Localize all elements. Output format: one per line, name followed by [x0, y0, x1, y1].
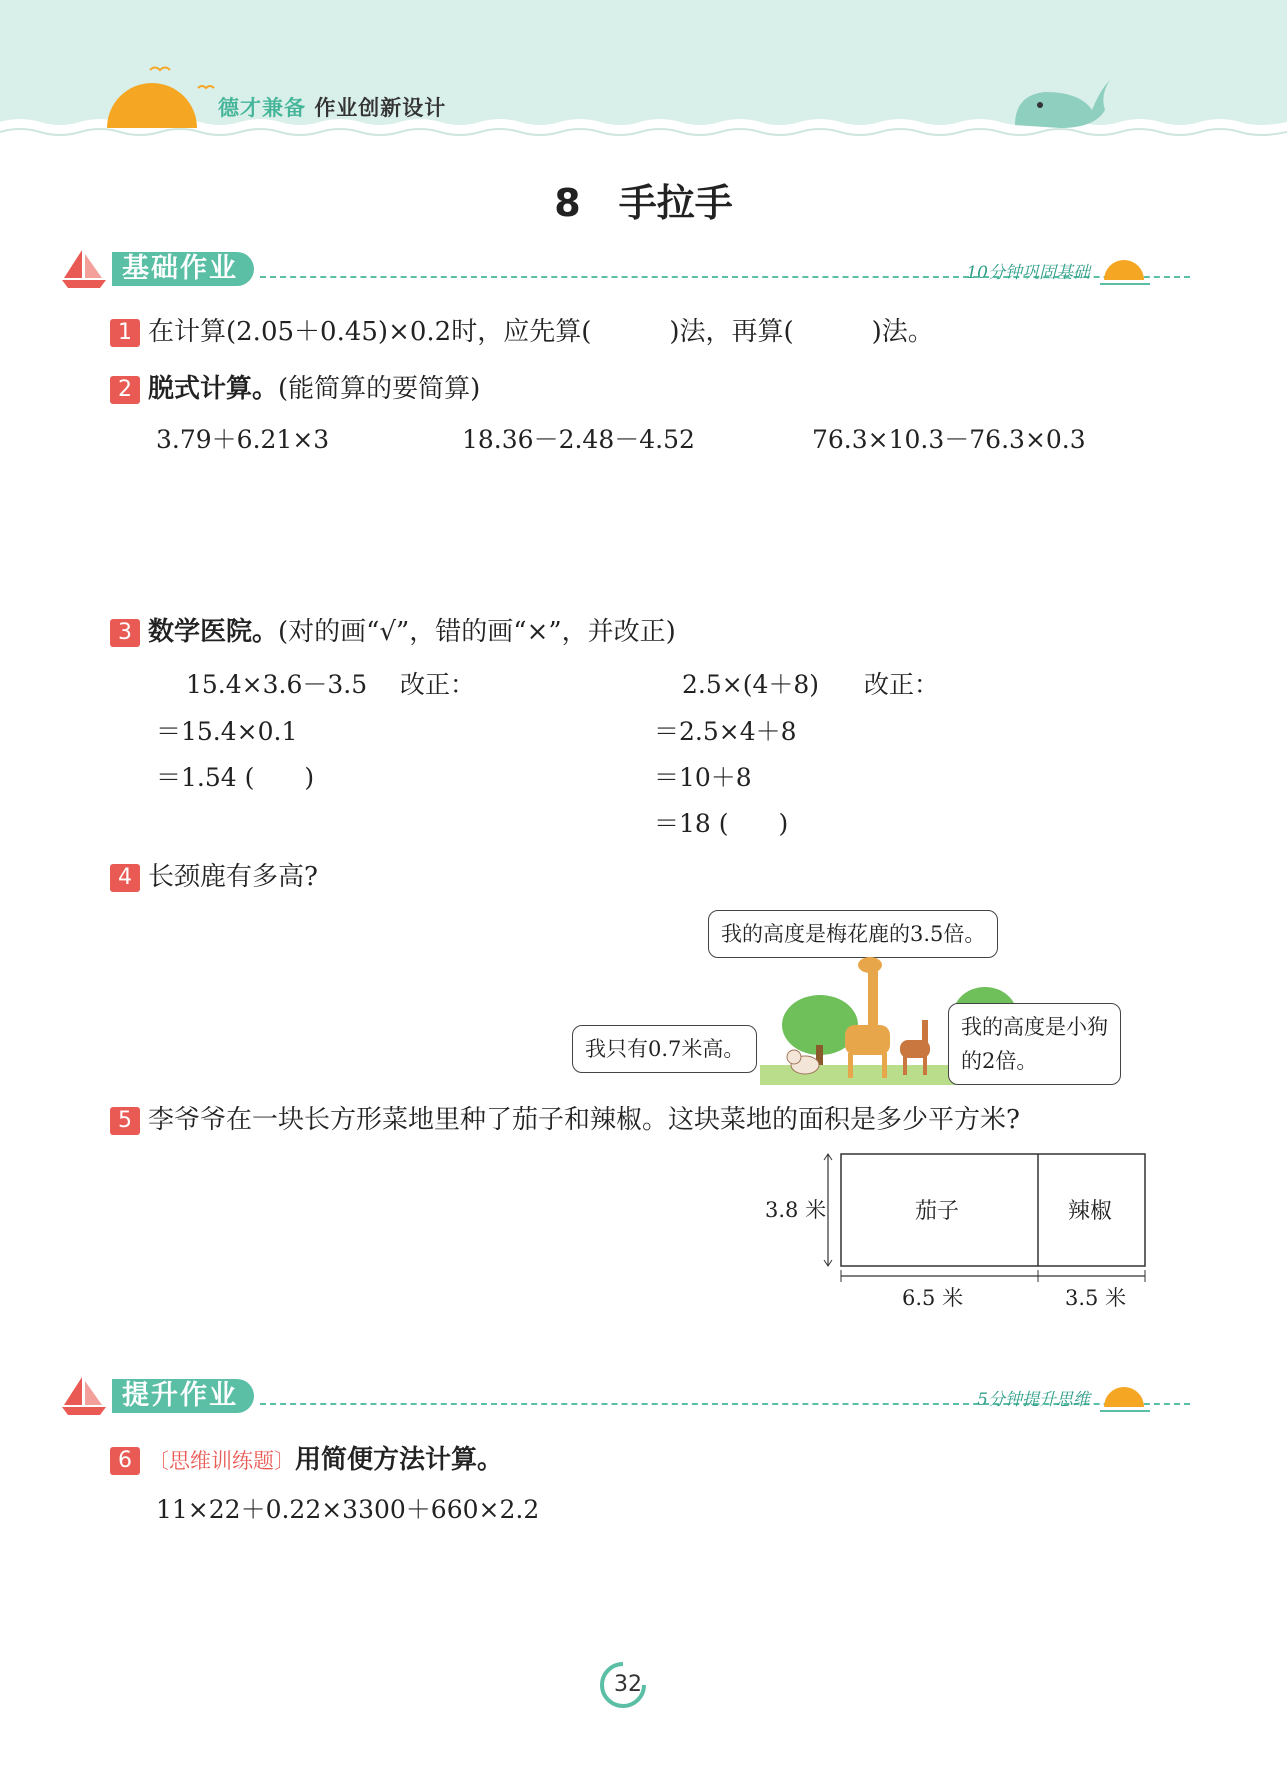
calc-line: ＝10＋8: [654, 763, 752, 792]
speech-bubble-giraffe: 我的高度是梅花鹿的3.5倍。: [708, 910, 998, 958]
expression: 18.36－2.48－4.52: [462, 425, 695, 454]
expression: 3.79＋6.21×3: [156, 425, 330, 454]
section-hint: 5分钟提升思维: [977, 1390, 1090, 1410]
question-note: (对的画“√”，错的画“×”，并改正): [278, 617, 676, 647]
question-1: [110, 315, 934, 349]
question-5: [110, 1103, 1020, 1137]
question-number: 4: [110, 864, 140, 892]
page-number: 32: [614, 1672, 642, 1697]
fix-label: 改正：: [864, 670, 940, 699]
question-text: 李爷爷在一块长方形菜地里种了茄子和辣椒。这块菜地的面积是多少平方米?: [148, 1105, 1020, 1135]
section-label: 提升作业: [112, 1379, 254, 1413]
page-title: 8 手拉手: [554, 181, 733, 225]
page-header: [0, 0, 1287, 150]
fix-label: 改正：: [400, 670, 476, 699]
calc-line: 15.4×3.6－3.5: [186, 670, 368, 699]
question-number: 5: [110, 1107, 140, 1135]
question-3: [110, 615, 676, 649]
eggplant-label: 茄子: [915, 1199, 960, 1224]
question-number: 2: [110, 376, 140, 404]
expression: 76.3×10.3－76.3×0.3: [812, 425, 1086, 454]
expression: 11×22＋0.22×3300＋660×2.2: [156, 1495, 540, 1524]
whale-icon: [1015, 80, 1110, 128]
sunset-icon: [1100, 1381, 1150, 1417]
question-2: [110, 372, 480, 406]
question-6: [110, 1443, 503, 1478]
sun-icon: [107, 83, 197, 128]
sailboat-icon: [60, 1375, 110, 1417]
sailboat-icon: [60, 248, 110, 290]
question-title: 用简便方法计算。: [295, 1445, 504, 1475]
section-banner-advanced: [60, 1377, 1150, 1417]
calc-line: 2.5×(4＋8): [682, 670, 820, 699]
question-title: 数学医院。: [148, 617, 279, 647]
calc-line: ＝15.4×0.1: [156, 717, 298, 746]
question-note: (能简算的要简算): [278, 374, 481, 404]
brand: 德才兼备 作业创新设计: [218, 96, 447, 120]
question-number: 6: [110, 1447, 140, 1475]
question-number: 3: [110, 619, 140, 647]
width-label-left: 6.5 米: [902, 1286, 964, 1310]
question-text: 在计算(2.05＋0.45)×0.2时，应先算( )法，再算( )法。: [148, 317, 934, 347]
bubble-line: 我的高度是小狗: [961, 1015, 1108, 1039]
speech-bubble-dog: 我只有0.7米高。: [572, 1025, 757, 1073]
header-decoration: [0, 0, 1287, 150]
section-banner-basic: [60, 250, 1150, 290]
height-label: 3.8 米: [765, 1198, 827, 1222]
question-number: 1: [110, 319, 140, 347]
speech-bubble-deer: [948, 1003, 1121, 1085]
bubble-line: 的2倍。: [961, 1049, 1038, 1073]
section-label: 基础作业: [112, 252, 254, 286]
question-title: 脱式计算。: [148, 374, 279, 404]
calc-line: ＝1.54 ( ): [156, 763, 315, 792]
width-label-right: 3.5 米: [1065, 1286, 1127, 1310]
calc-line: ＝18 ( ): [654, 809, 789, 838]
section-hint: 10分钟巩固基础: [966, 263, 1090, 283]
pepper-label: 辣椒: [1068, 1199, 1113, 1224]
question-tag: 〔思维训练题〕: [148, 1449, 295, 1473]
calc-line: ＝2.5×4＋8: [654, 717, 797, 746]
field-diagram: [760, 1150, 1150, 1320]
question-4: [110, 860, 318, 894]
sunset-icon: [1100, 254, 1150, 290]
question-text: 长颈鹿有多高?: [148, 862, 318, 892]
